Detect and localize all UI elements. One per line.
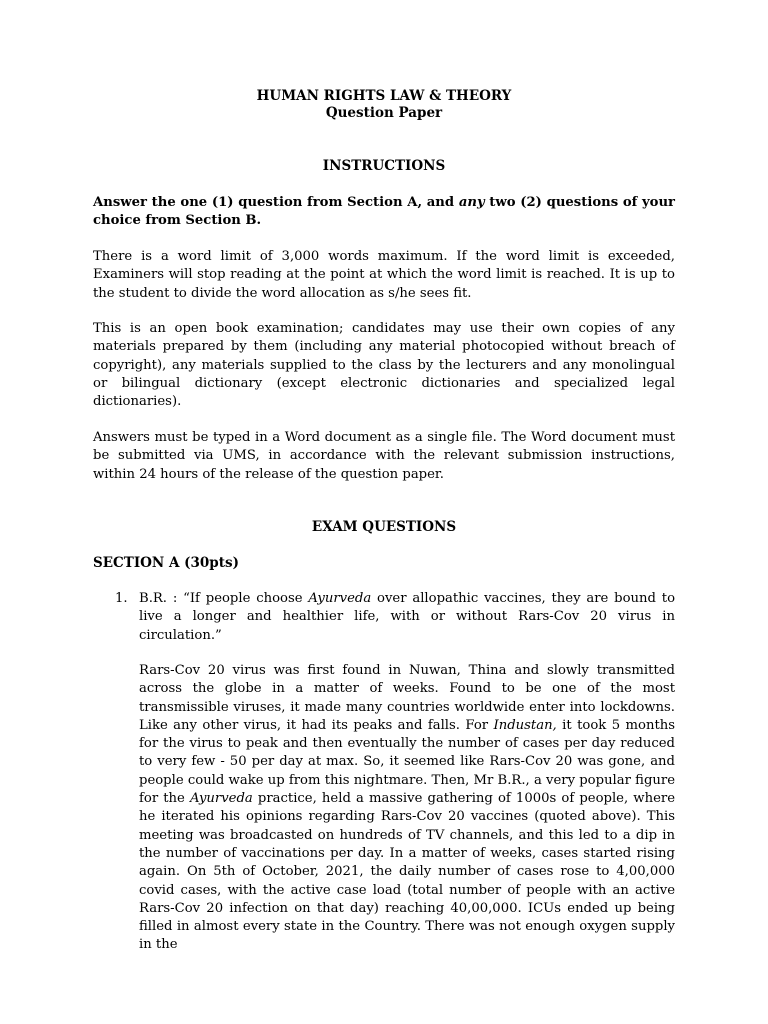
quote-text: over allopathic vaccines, they are bound to live a longer and healthier life, with or without Rars-Cov 20 virus in circulation.” <box>139 591 676 643</box>
instruction-emphasis: any <box>458 195 485 210</box>
body-text: it took 5 months for the virus to peak and then eventually the number of cases per day reduced to very few - 50 per day at max. So, it seemed like Rars-Cov 20 was gone, and people could wake up from this nightmare. Then, Mr B.R., a very popular figure for the <box>139 717 676 807</box>
instruction-open-book: This is an open book examination; candidates may use their own copies of any materials prepared by them (including any material photocopied without breach of copyright), any materials supplied to the class by the lecturers and any monolingual or bilingual dictionary (except electronic dictionaries and specialized legal dictionaries). <box>93 321 675 410</box>
body-emphasis: Industan, <box>493 717 557 733</box>
instructions-heading: INSTRUCTIONS <box>322 158 446 174</box>
body-text: Rars-Cov 20 virus was first found in Nuwan, Thina and slowly transmitted across the globe in a matter of weeks. Found to be one of the most transmissible viruses, it made many countries worldwide enter into lockdowns. Like any other virus, it had its peaks and falls. For <box>139 663 675 733</box>
exam-questions-heading: EXAM QUESTIONS <box>311 519 457 535</box>
body-emphasis: Ayurveda <box>189 791 253 807</box>
question-quote <box>139 590 675 645</box>
section-a-heading: SECTION A (30pts) <box>93 555 239 571</box>
instruction-submission: Answers must be typed in a Word document as a single file. The Word document must be submitted via UMS, in accordance with the relevant submission instructions, within 24 hours of the release of the question paper. <box>93 430 675 482</box>
body-text: practice, held a massive gathering of 1000s of people, where he iterated his opinions regarding Rars-Cov 20 vaccines (quoted above). This meeting was broadcasted on hundreds of TV channels, and this led to a dip in the number of vaccinations per day. In a matter of weeks, cases started rising again. On 5th of October, 2021, the daily number of cases rose to 4,00,000 covid cases, with the active case load (total number of people with an active Rars-Cov 20 infection on that day) reaching 40,00,000. ICUs ended up being filled in almost every state in the Country. There was not enough oxygen supply in the <box>139 791 675 953</box>
quote-emphasis: Ayurveda <box>308 591 372 606</box>
question-number: 1. <box>115 591 128 606</box>
instruction-answer-requirement <box>93 194 675 231</box>
quote-text: B.R. : “If people choose <box>139 591 309 606</box>
instruction-text: Answer the one (1) question from Section A, and <box>93 195 459 210</box>
page-title: HUMAN RIGHTS LAW & THEORY <box>256 88 512 104</box>
instruction-word-limit: There is a word limit of 3,000 words maximum. If the word limit is exceeded, Examiners will stop reading at the point at which the word limit is reached. It is up to the student to divide the word allocation as s/he sees fit. <box>93 249 675 301</box>
instruction-text: two (2) questions of your choice from Section B. <box>93 195 675 229</box>
question-body <box>139 662 675 955</box>
page-subtitle: Question Paper <box>325 105 443 121</box>
